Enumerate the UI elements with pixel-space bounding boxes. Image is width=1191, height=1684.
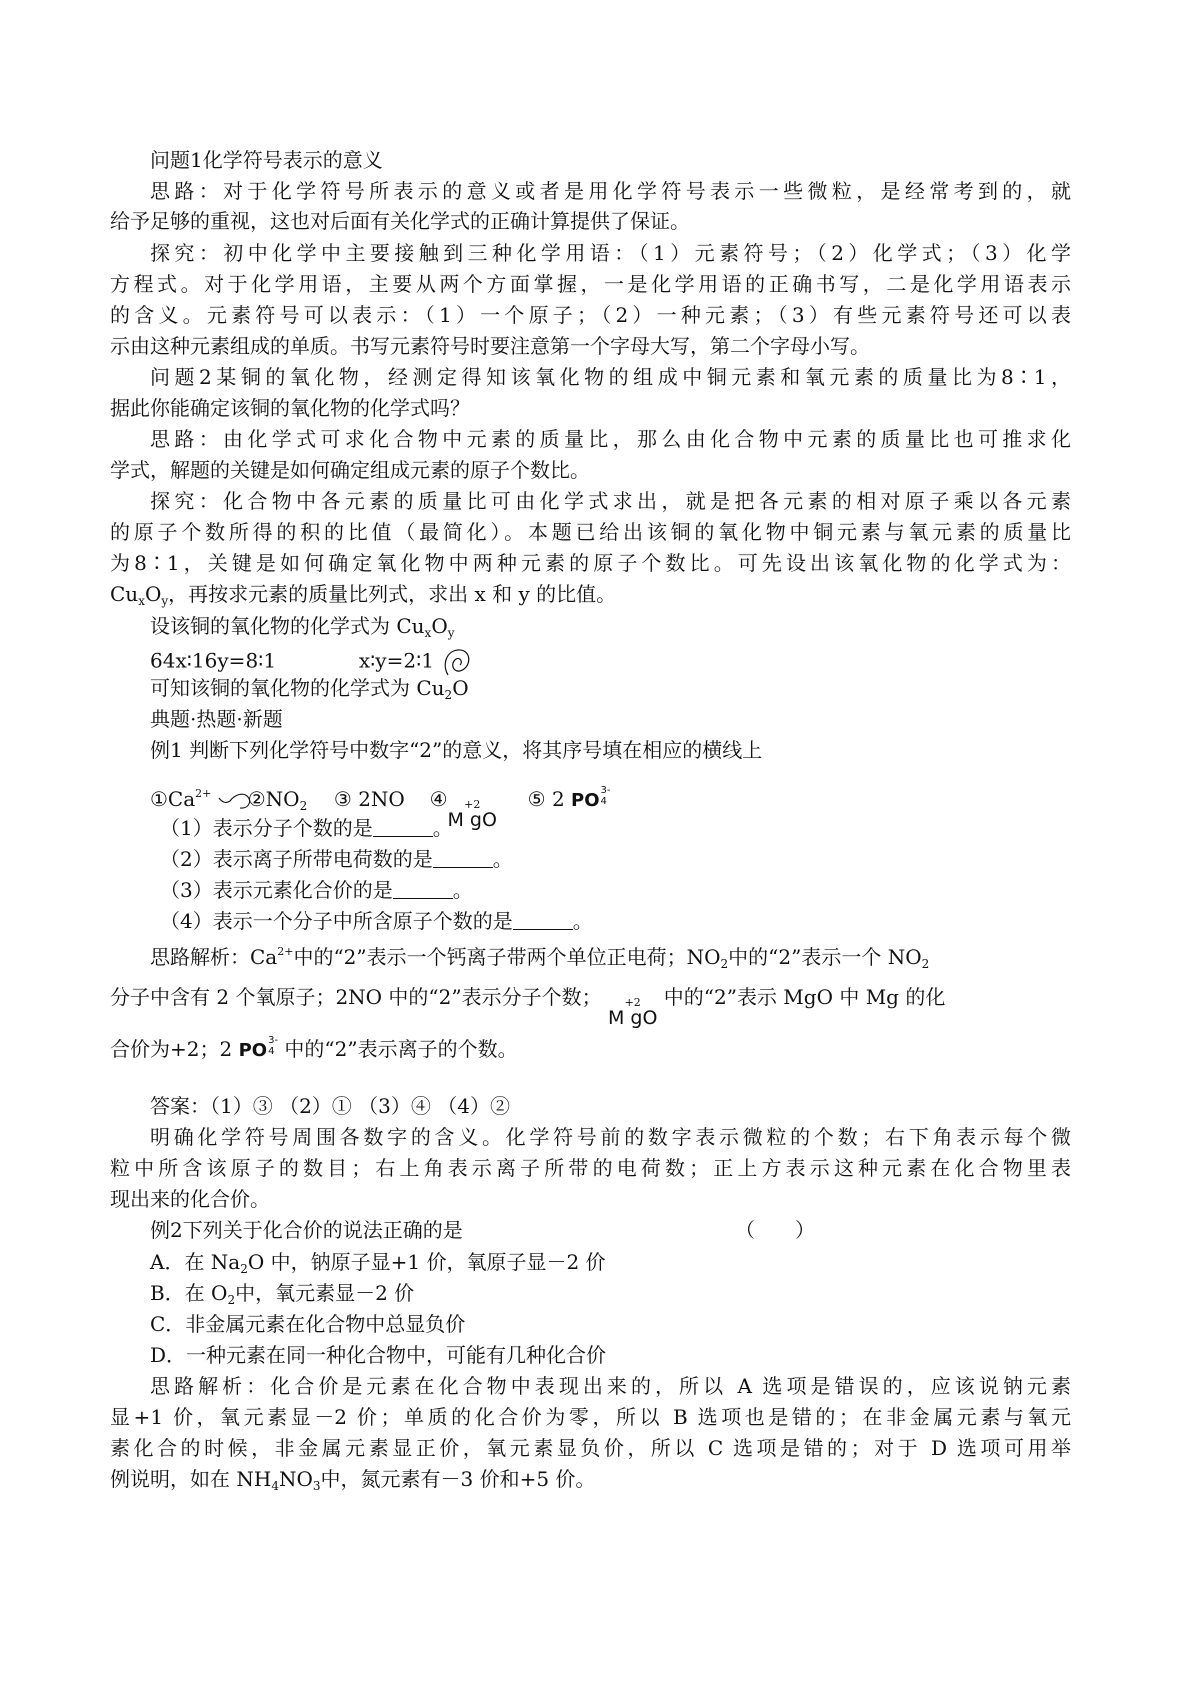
ex1-question-4: （4）表示一个分子中所含原子个数的是 。	[160, 909, 593, 933]
ex2-title: 例2下列关于化合价的说法正确的是	[150, 1218, 463, 1242]
q1-silu-line: 思路：对于化学符号所表示的意义或者是用化学符号表示一些微粒，是经常考到的，就	[150, 179, 1071, 203]
symbol-2no: ③ 2NO	[333, 787, 405, 811]
ex1-analysis-line: 分子中含有 2 个氧原子；2NO 中的“2”表示分子个数； +2 M gO 中的“2”表示 MgO 中 Mg 的化	[110, 985, 946, 1029]
ex1-question-1: （1）表示分子个数的是 。	[160, 816, 453, 840]
symbol-mgo-valence: ④ +2 M gO	[429, 787, 497, 831]
ex2-analysis-line: 思路解析：化合价是元素在化合物中表现出来的，所以 A 选项是错误的，应该说钠元素	[150, 1374, 1071, 1398]
ex1-question-2: （2）表示离子所带电荷数的是 。	[160, 847, 513, 871]
q2-tanjiu-line: 探究：化合物中各元素的质量比可由化学式求出，就是把各元素的相对原子乘以各元素	[150, 489, 1071, 513]
ex2-option-c: C．非金属元素在化合物中总显负价	[150, 1312, 466, 1336]
symbol-no2: $②NO_2$	[247, 787, 308, 813]
ex2-analysis-line: 素化合的时候，非金属元素显正价，氧元素显负价，所以 C 选项是错的；对于 D 选项可用举	[110, 1436, 1071, 1460]
q2-conclusion: 可知该铜的氧化物的化学式为 $Cu_2O$	[150, 676, 469, 702]
ex1-note-line: 粒中所含该原子的数目；右上角表示离子所带的电荷数；正上方表示这种元素在化合物里表	[110, 1156, 1071, 1180]
q2-step-ratio: 64x∶16y=8∶1 x∶y=2∶1	[150, 645, 474, 679]
ex1-title: 例1 判断下列化学符号中数字“2”的意义，将其序号填在相应的横线上	[150, 738, 763, 762]
ex2-answer-bracket[interactable]: （ ）	[735, 1218, 815, 1242]
symbol-phosphate: ⑤ 2 PO 3- 4	[527, 785, 611, 811]
q1-tanjiu-line: 示由这种元素组成的单质。书写元素符号时要注意第一个字母大写，第二个字母小写。	[110, 334, 870, 358]
q1-silu-line: 给予足够的重视，这也对后面有关化学式的正确计算提供了保证。	[110, 209, 690, 233]
ex2-analysis-line: 例说明，如在 $NH_4NO_3$中，氮元素有－3 价和+5 价。	[110, 1467, 596, 1493]
ex2-option-a: A．在 $Na_2O$ 中，钠原子显+1 价，氧原子显－2 价	[150, 1250, 606, 1276]
ex2-option-b: B．在 $O_2$中，氧元素显－2 价	[150, 1281, 415, 1307]
q1-tanjiu-line: 方程式。对于化学用语，主要从两个方面掌握，一是化学用语的正确书写，二是化学用语表示	[110, 272, 1071, 296]
symbol-ca-ion: $①Ca^{2+}$	[150, 787, 212, 811]
answer-blank[interactable]	[433, 851, 493, 868]
ex1-answer: 答案：（1）③ （2）① （3）④ （4）②	[150, 1094, 510, 1118]
ex2-analysis-line: 显+1 价，氧元素显－2 价；单质的化合价为零，所以 B 选项也是错的；在非金属元素与氧元	[110, 1405, 1071, 1429]
q2-silu-line: 学式，解题的关键是如何确定组成元素的原子个数比。	[110, 458, 590, 482]
answer-blank[interactable]	[373, 820, 433, 837]
q2-title: 问题2某铜的氧化物，经测定得知该氧化物的组成中铜元素和氧元素的质量比为8∶1，	[150, 365, 1071, 389]
section-heading: 典题·热题·新题	[150, 707, 283, 731]
ex2-option-d: D．一种元素在同一种化合物中，可能有几种化合价	[150, 1343, 607, 1367]
q1-tanjiu-line: 探究：初中化学中主要接触到三种化学用语：（1）元素符号；（2）化学式；（3）化学	[150, 241, 1071, 265]
q1-tanjiu-line: 的含义。元素符号可以表示：（1）一个原子；（2）一种元素；（3）有些元素符号还可以表	[110, 303, 1071, 327]
ex1-note-line: 明确化学符号周围各数字的含义。化学符号前的数字表示微粒的个数；右下角表示每个微	[150, 1125, 1071, 1149]
scribble-mark-icon	[440, 645, 474, 679]
ex1-analysis-line: 合价为+2；2 PO 3- 4 中的“2”表示离子的个数。	[110, 1035, 518, 1061]
q2-title: 据此你能确定该铜的氧化物的化学式吗？	[110, 396, 470, 420]
ex1-note-line: 现出来的化合价。	[110, 1187, 270, 1211]
ex1-analysis-line: 思路解析：$Ca^{2+}$中的“2”表示一个钙离子带两个单位正电荷；$NO_2$中的“2”表示一个 $NO_2$	[150, 945, 930, 971]
q2-step-assume: 设该铜的氧化物的化学式为 $Cu_xO_y$	[150, 614, 455, 640]
ex1-question-3: （3）表示元素化合价的是 。	[160, 878, 473, 902]
q2-formula-line: $Cu_xO_y$，再按求元素的质量比列式，求出 x 和 y 的比值。	[110, 582, 617, 608]
q2-tanjiu-line: 的原子个数所得的积的比值（最简化）。本题已给出该铜的氧化物中铜元素与氧元素的质量比	[110, 520, 1071, 544]
q1-title: 问题1化学符号表示的意义	[150, 148, 383, 172]
q2-silu-line: 思路：由化学式可求化合物中元素的质量比，那么由化合物中元素的质量比也可推求化	[150, 427, 1071, 451]
answer-blank[interactable]	[393, 882, 453, 899]
q2-tanjiu-line: 为8∶1，关键是如何确定氧化物中两种元素的原子个数比。可先设出该氧化物的化学式为：	[110, 551, 1071, 575]
answer-blank[interactable]	[513, 913, 573, 930]
